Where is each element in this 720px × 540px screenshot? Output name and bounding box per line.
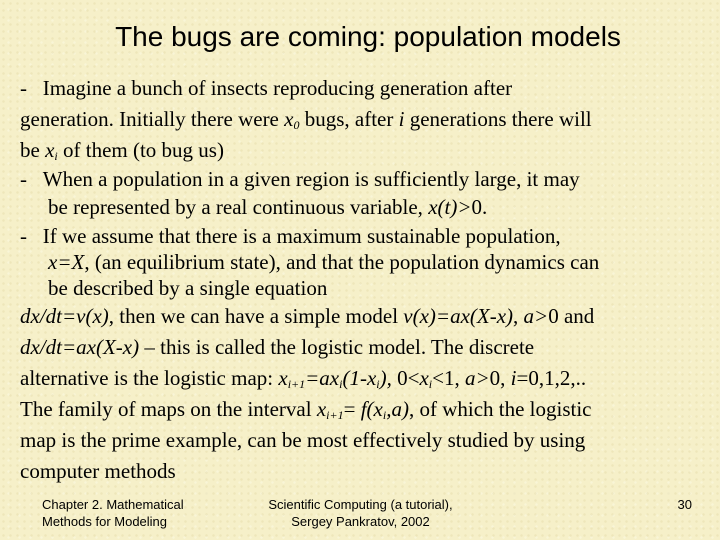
bullet-3-line-1	[20, 223, 710, 249]
footer-chapter-line-1: Chapter 2. Mathematical	[42, 497, 184, 512]
text: computer methods	[20, 459, 176, 483]
bullet-3-line-3	[20, 275, 710, 301]
footer-credit-line-1: Scientific Computing (a tutorial),	[268, 497, 453, 512]
text: alternative is the logistic map:	[20, 366, 279, 390]
math: x	[419, 366, 429, 390]
bullet-dash: -	[20, 224, 27, 248]
bullet-1-line-3	[20, 135, 710, 166]
bullet-dash: -	[20, 167, 27, 191]
text: If we assume that there is a maximum sustainable population,	[42, 224, 561, 248]
subscript: i	[54, 149, 58, 163]
text: be described by a single equation	[48, 276, 328, 300]
paragraph-line-3	[20, 363, 710, 394]
math: (1-x	[342, 366, 377, 390]
bullet-1-line-1	[20, 73, 710, 104]
math: x=X	[48, 250, 85, 274]
subscript: i	[382, 408, 387, 422]
text: be	[20, 138, 46, 162]
text: bugs, after	[299, 107, 399, 131]
bullet-2-line-1	[20, 166, 710, 192]
math: i	[510, 366, 517, 390]
math: x	[316, 397, 327, 421]
subscript: 0	[293, 118, 300, 132]
paragraph-line-6	[20, 456, 710, 487]
text: Imagine a bunch of insects reproducing generation after	[42, 76, 513, 100]
math: a>	[464, 366, 490, 390]
text: map is the prime example, can be most effectively studied by using	[20, 428, 586, 452]
text: generations there will	[404, 107, 592, 131]
math: ),	[379, 366, 392, 390]
text: =	[343, 397, 361, 421]
text: When a population in a given region is sufficiently large, it may	[42, 167, 580, 191]
math: x	[45, 138, 55, 162]
text: , (an equilibrium state), and that the population dynamics can	[84, 250, 600, 274]
paragraph-line-5	[20, 425, 710, 456]
text: =0,1,2,..	[516, 366, 587, 390]
text: generation. Initially there were	[20, 107, 285, 131]
math: v(x)=ax(X-x)	[403, 304, 514, 328]
footer-chapter-line-2: Methods for Modeling	[42, 514, 168, 529]
text: , of which the logistic	[408, 397, 592, 421]
math: x	[284, 107, 294, 131]
math: i	[398, 107, 405, 131]
paragraph-line-2	[20, 332, 710, 363]
text: – this is called the logistic model. The discrete	[139, 335, 535, 359]
subscript: i	[428, 377, 433, 391]
footer-credit	[258, 496, 463, 530]
subscript: i	[376, 377, 380, 391]
math: dx/dt=v(x)	[20, 304, 109, 328]
paragraph-line-1	[20, 301, 710, 332]
math: f(x	[360, 397, 383, 421]
bullet-2-line-2	[20, 192, 710, 223]
math: a>	[523, 304, 549, 328]
bullet-3-line-2	[20, 249, 710, 275]
bullet-1-line-2	[20, 104, 710, 135]
text: be represented by a real continuous variable,	[48, 195, 429, 219]
text: 0 and	[548, 304, 595, 328]
paragraph-line-4	[20, 394, 710, 425]
text: 0<	[391, 366, 420, 390]
math: x	[278, 366, 288, 390]
footer-chapter	[42, 496, 184, 530]
bullet-dash: -	[20, 76, 27, 100]
footer-credit-line-2: Sergey Pankratov, 2002	[291, 514, 430, 529]
math: dx/dt=ax(X-x)	[20, 335, 140, 359]
text: ,	[513, 304, 524, 328]
text: of them (to bug us)	[57, 138, 224, 162]
math: ,a)	[386, 397, 409, 421]
math: =ax	[305, 366, 340, 390]
page-number: 30	[677, 497, 692, 512]
subscript: i	[339, 377, 343, 391]
slide-title: The bugs are coming: population models	[115, 21, 621, 52]
text: The family of maps on the interval	[20, 397, 317, 421]
text: <1,	[432, 366, 465, 390]
subscript: i+1	[326, 408, 344, 422]
text: 0,	[489, 366, 511, 390]
slide-body	[20, 73, 710, 487]
subscript: i+1	[287, 377, 306, 391]
math: x(t)>	[428, 195, 472, 219]
text: 0.	[471, 195, 488, 219]
text: , then we can have a simple model	[108, 304, 404, 328]
